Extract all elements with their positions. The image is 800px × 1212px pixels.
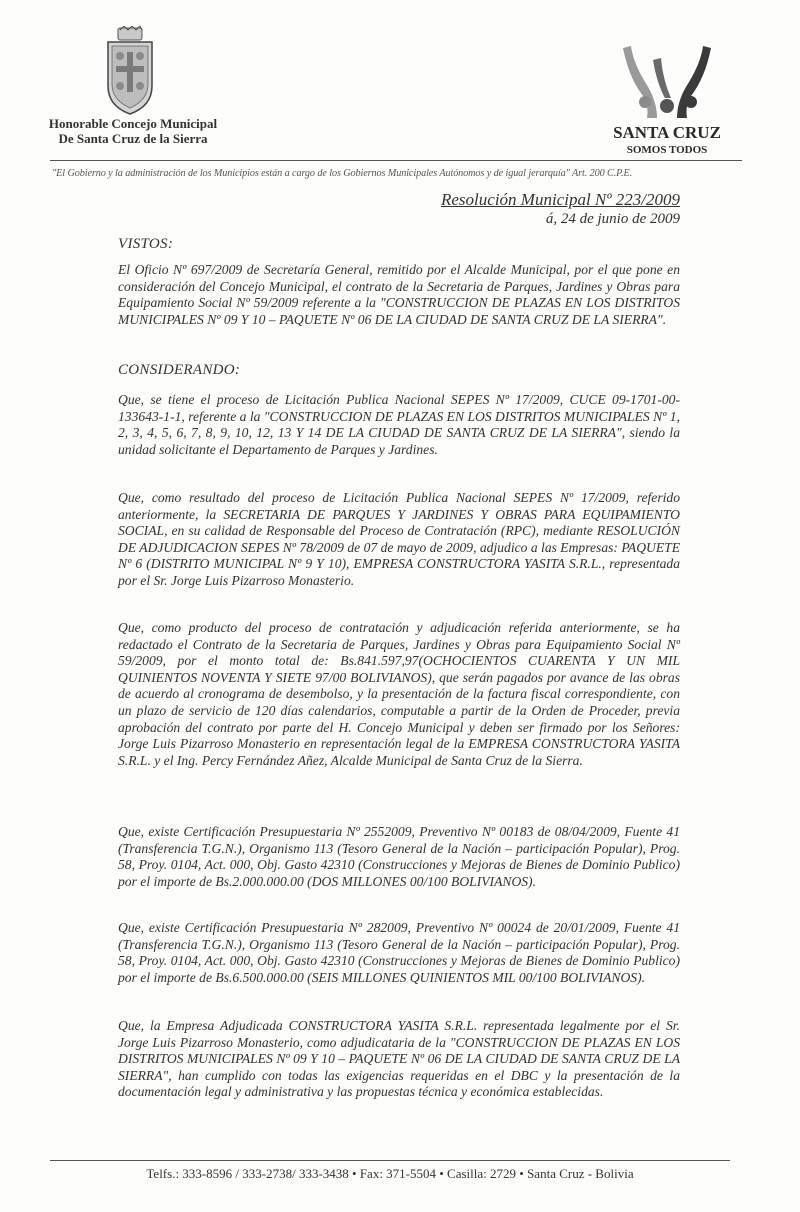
santa-cruz-logo (605, 38, 730, 156)
vistos-heading: VISTOS: (118, 236, 174, 252)
considerando-paragraph: Que, la Empresa Adjudicada CONSTRUCTORA YASITA S.R.L. representada legalmente por el Sr. Jorge Luis Pizarroso Monasterio, como adjudicataria de la "CONSTRUCCION DE PLAZAS EN LOS DISTRITOS MUNICIPALES Nº 09 Y 10 – PAQUETE Nº 06 DE LA CIUDAD DE SANTA CRUZ DE LA SIERRA", han cumplido con todas las exigencias requeridas en el DBC y la presentación de la documentación legal y administrativa y las propuestas técnica y económica establecidas. (118, 1018, 680, 1100)
municipal-crest-icon (100, 26, 160, 116)
footer-divider (50, 1160, 730, 1161)
considerando-heading: CONSIDERANDO: (118, 362, 241, 378)
considerando-paragraph: Que, como producto del proceso de contratación y adjudicación referida anteriormente, se ha redactado el Contrato de la Secretaria de Parques, Jardines y Obras para Equipamiento Social Nº 59/2009, por el monto total de: Bs.841.597,97(OCHOCIENTOS CUARENTA Y UN MIL QUINIENTOS NOVENTA Y SIETE 97/00 BOLIVIANOS), que serán pagados por avance de las obras de acuerdo al cronograma de desembolso, y la presentación de la factura fiscal correspondiente, con un plazo de servicio de 120 días calendarios, computable a partir de la Orden de Proceder, previa aprobación del contrato por parte del H. Concejo Municipal y deben ser firmado por los Señores: Jorge Luis Pizarroso Monasterio en representación legal de la EMPRESA CONSTRUCTORA YASITA S.R.L. y el Ing. Percy Fernández Añez, Alcalde Municipal de Santa Cruz de la Sierra. (118, 620, 680, 768)
council-name (38, 116, 228, 146)
header-divider (50, 160, 742, 161)
constitution-quote: "El Gobierno y la administración de los Municipios están a cargo de los Gobiernos Municipales Autónomos y de igual jerarquía" Art. 200 C.P.E. (52, 168, 633, 179)
council-line-2: De Santa Cruz de la Sierra (58, 131, 208, 146)
logo-title: SANTA CRUZ (613, 123, 721, 142)
considerando-paragraph: Que, como resultado del proceso de Licitación Publica Nacional SEPES Nº 17/2009, referido anteriormente, la SECRETARIA DE PARQUES Y JARDINES Y OBRAS PARA EQUIPAMIENTO SOCIAL, en su calidad de Responsable del Proceso de Contratación (RPC), mediante RESOLUCIÓN DE ADJUDICACION SEPES Nº 78/2009 de 07 de mayo de 2009, adjudico a las Empresas: PAQUETE Nº 6 (DISTRITO MUNICIPAL Nº 9 Y 10), EMPRESA CONSTRUCTORA YASITA S.R.L., representada por el Sr. Jorge Luis Pizarroso Monasterio. (118, 490, 681, 588)
vistos-paragraph: El Oficio Nº 697/2009 de Secretaría General, remitido por el Alcalde Municipal, por el que pone en consideración del Concejo Municipal, el contrato de la Secretaria de Parques, Jardines y Obras para Equipamiento Social Nº 59/2009 referente a la "CONSTRUCCION DE PLAZAS EN LOS DISTRITOS MUNICIPALES Nº 09 Y 10 – PAQUETE Nº 06 DE LA CIUDAD DE SANTA CRUZ DE LA SIERRA". (118, 262, 680, 327)
logo-tagline: SOMOS TODOS (626, 144, 708, 156)
considerando-paragraph: Que, existe Certificación Presupuestaria Nº 2552009, Preventivo Nº 00183 de 08/04/2009, Fuente 41 (Transferencia T.G.N.), Organismo 113 (Tesoro General de la Nación – participación Popular), Prog. 58, Proy. 0104, Act. 000, Obj. Gasto 42310 (Construcciones y Mejoras de Bienes de Dominio Publico) por el importe de Bs.2.000.000.00 (DOS MILLONES 00/100 BOLIVIANOS). (118, 824, 680, 889)
considerando-paragraph: Que, existe Certificación Presupuestaria Nº 282009, Preventivo Nº 00024 de 20/01/2009, Fuente 41 (Transferencia T.G.N.), Organismo 113 (Tesoro General de la Nación – participación Popular), Prog. 58, Proy. 0104, Act. 000, Obj. Gasto 42310 (Construcciones y Mejoras de Bienes de Dominio Publico) por el importe de Bs.6.500.000.00 (SEIS MILLONES QUINIENTOS MIL 00/100 BOLIVIANOS). (118, 920, 680, 985)
resolution-title: Resolución Municipal Nº 223/2009 (441, 190, 680, 209)
council-line-1: Honorable Concejo Municipal (48, 116, 218, 131)
considerando-paragraph: Que, se tiene el proceso de Licitación Publica Nacional SEPES Nº 17/2009, CUCE 09-1701-00-133643-1-1, referente a la "CONSTRUCCION DE PLAZAS EN LOS DISTRITOS MUNICIPALES Nº 1, 2, 3, 4, 5, 6, 7, 8, 9, 10, 12, 13 Y 14 DE LA CIUDAD DE SANTA CRUZ DE LA SIERRA", siendo la unidad solicitante el Departamento de Parques y Jardines. (118, 392, 680, 457)
footer-contact: Telfs.: 333-8596 / 333-2738/ 333-3438 • Fax: 371-5504 • Casilla: 2729 • Santa Cruz - Bolivia (146, 1166, 634, 1181)
resolution-date: á, 24 de junio de 2009 (545, 211, 680, 227)
